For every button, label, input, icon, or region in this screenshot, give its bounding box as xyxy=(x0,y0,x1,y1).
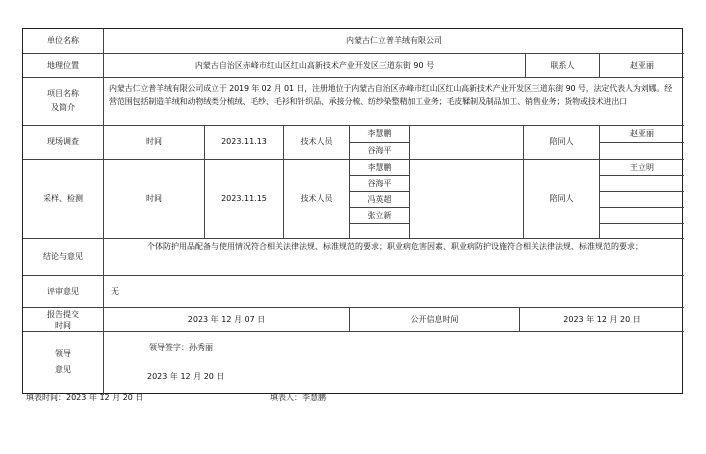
col-divider xyxy=(409,125,410,238)
info-disclosure-form xyxy=(22,28,683,394)
contact-value: 赵亚丽 xyxy=(630,61,654,70)
row-divider xyxy=(349,142,409,143)
row-divider xyxy=(23,125,684,126)
report-label-line1: 报告提交 xyxy=(47,310,79,319)
row-divider xyxy=(599,207,684,208)
review-text: 无 xyxy=(111,287,119,296)
publish-date: 2023 年 12 月 20 日 xyxy=(563,315,641,324)
row-divider xyxy=(349,207,409,208)
survey-escort-1: 赵亚丽 xyxy=(630,129,654,138)
leader-label-line2: 意见 xyxy=(55,365,71,374)
fill-time: 填表时间：2023 年 12 月 20 日 xyxy=(26,393,144,402)
survey-tech-2: 谷海平 xyxy=(367,146,392,155)
row-divider xyxy=(599,142,684,143)
row-divider xyxy=(349,175,409,176)
review-label: 评审意见 xyxy=(47,287,79,296)
survey-escort-label: 陪同人 xyxy=(549,137,574,146)
survey-tech-label: 技术人员 xyxy=(300,137,333,146)
filler: 填表人：李慧鹏 xyxy=(270,393,326,402)
row-divider xyxy=(23,159,684,160)
row-divider xyxy=(23,53,684,54)
sampling-date: 2023.11.15 xyxy=(221,194,267,203)
report-label-line2: 时间 xyxy=(55,321,71,330)
conclusion-label: 结论与意见 xyxy=(43,252,83,261)
sampling-tech-1: 李慧鹏 xyxy=(367,163,392,172)
row-divider xyxy=(349,191,409,192)
leader-date: 2023 年 12 月 20 日 xyxy=(147,372,225,381)
sampling-tech-3: 冯英超 xyxy=(367,195,392,204)
row-divider xyxy=(23,307,684,308)
survey-label: 现场调查 xyxy=(47,137,79,146)
leader-label-line1: 领导 xyxy=(55,349,71,358)
row-divider xyxy=(599,191,684,192)
address-label: 地理位置 xyxy=(47,61,79,70)
row-divider xyxy=(23,77,684,78)
survey-tech-1: 李慧鹏 xyxy=(367,129,392,138)
profile-label-line2: 及简介 xyxy=(51,103,75,112)
sampling-escort-1: 王立明 xyxy=(630,163,654,172)
address-value: 内蒙古自治区赤峰市红山区红山高新技术产业开发区三道东街 90 号 xyxy=(194,61,435,70)
row-divider xyxy=(599,175,684,176)
sampling-tech-4: 张立新 xyxy=(367,211,392,220)
sampling-tech-2: 谷海平 xyxy=(367,179,392,188)
publish-label: 公开信息时间 xyxy=(410,315,459,324)
profile-label-line1: 项目名称 xyxy=(47,89,79,98)
profile-text: 内蒙古仁立普羊绒有限公司成立于 2019 年 02 月 01 日，注册地位于内蒙古自治区赤峰市红山区红山高新技术产业开发区三道东街 90 号，法定代表人为刘娜。经营范围包括制造羊绒和动物绒类分梳绒、毛纱、毛衫和针织品、承接分梳、纺纱染整精加工业务；毛皮鞣制及制品加工、销售业务；货物或技术进出口 xyxy=(109,84,673,106)
row-divider xyxy=(349,223,409,224)
row-divider xyxy=(23,275,684,276)
survey-time-label: 时间 xyxy=(146,137,162,146)
sampling-label: 采样、检测 xyxy=(43,194,83,203)
leader-signature: 领导签字：孙秀丽 xyxy=(149,343,213,352)
sampling-time-label: 时间 xyxy=(146,194,162,203)
col-divider xyxy=(103,29,104,395)
conclusion-text: 个体防护用品配备与使用情况符合相关法律法规、标准规范的要求；职业病危害因素、职业病防护设施符合相关法律法规、标准规范的要求； xyxy=(147,242,643,251)
unit-name-value: 内蒙古仁立普羊绒有限公司 xyxy=(346,36,442,45)
sampling-escort-label: 陪同人 xyxy=(549,194,574,203)
row-divider xyxy=(23,331,684,332)
row-divider xyxy=(599,223,684,224)
unit-name-label: 单位名称 xyxy=(47,36,79,45)
sampling-tech-label: 技术人员 xyxy=(300,194,333,203)
report-date: 2023 年 12 月 07 日 xyxy=(187,315,266,324)
contact-label: 联系人 xyxy=(550,61,575,70)
survey-date: 2023.11.13 xyxy=(221,137,267,146)
row-divider xyxy=(23,238,684,239)
